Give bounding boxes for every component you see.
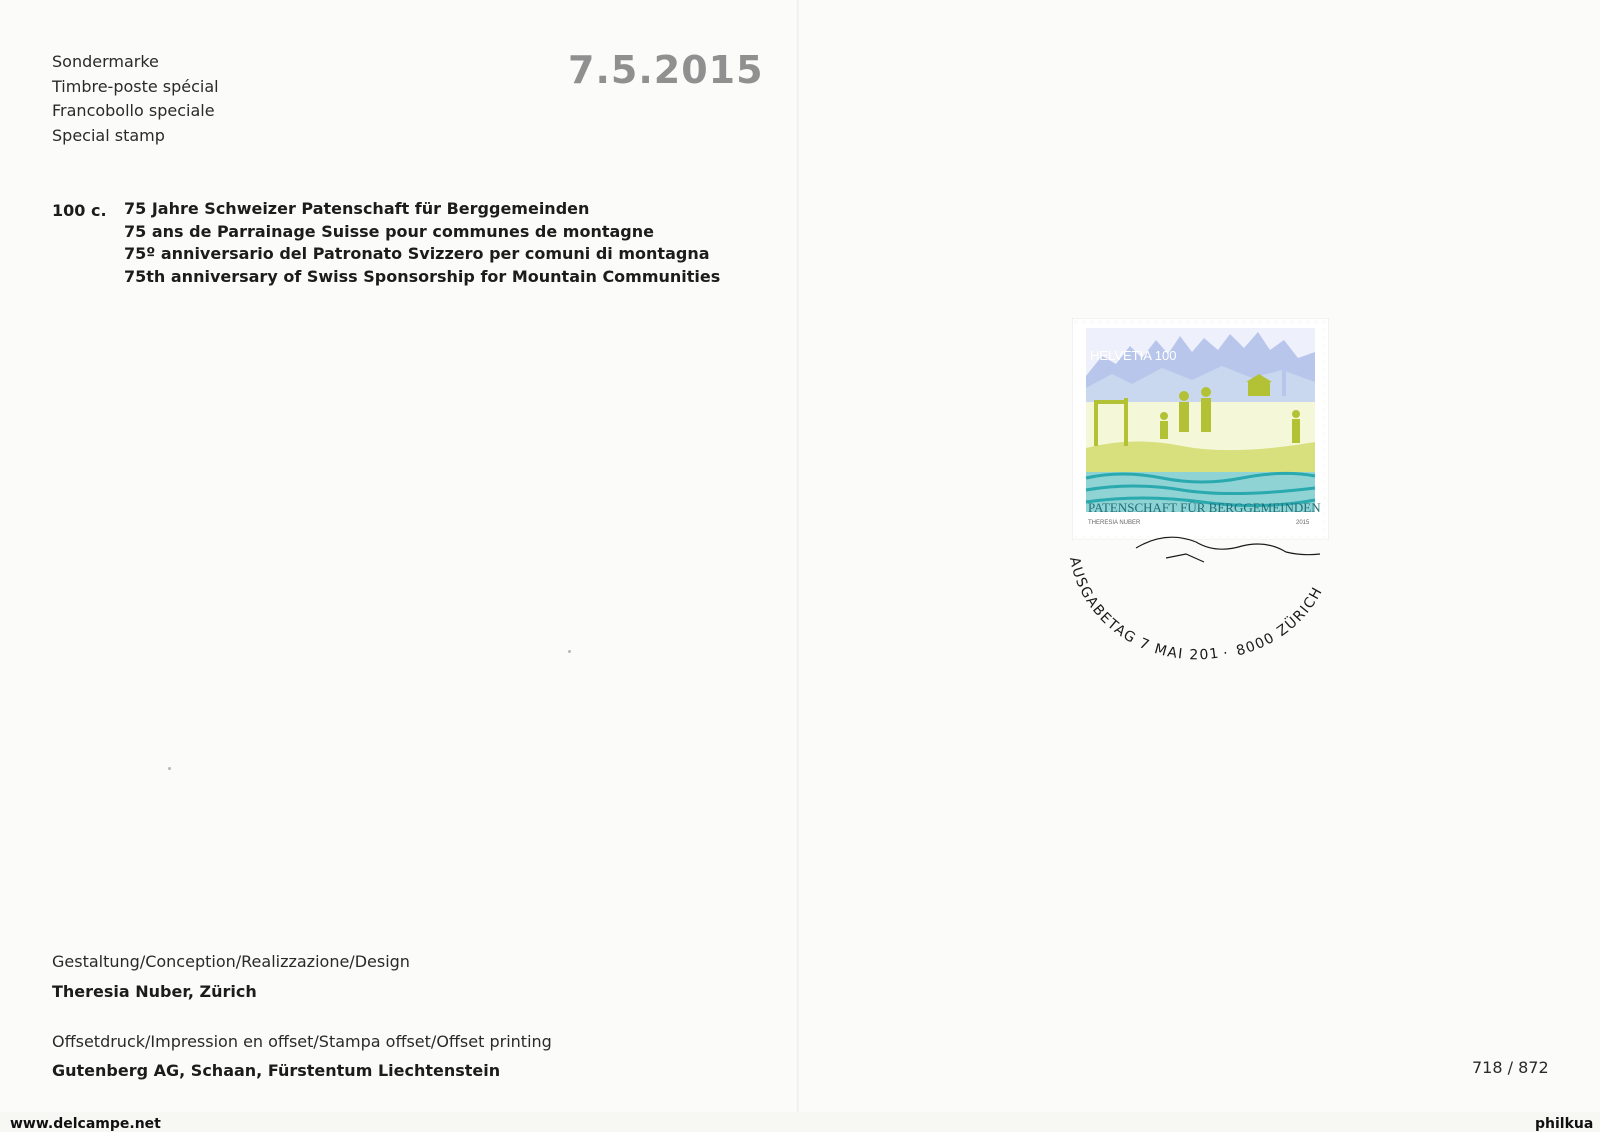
printing-credit-name: Gutenberg AG, Schaan, Fürstentum Liechtenstein	[52, 1061, 501, 1080]
paper-speck	[568, 650, 571, 653]
design-credit-name: Theresia Nuber, Zürich	[52, 982, 257, 1001]
postage-stamp	[1072, 318, 1329, 540]
stamp-artist: THERESIA NUBER	[1088, 520, 1141, 526]
stamp-type-german: Sondermarke	[52, 52, 159, 71]
printing-credit-label: Offsetdruck/Impression en offset/Stampa offset/Offset printing	[52, 1032, 552, 1051]
stamp-year: 2015	[1296, 520, 1310, 526]
svg-text:AUSGABETAG 7 MAI 2015	[1066, 528, 1221, 663]
svg-text:·	[1222, 646, 1229, 662]
seller-watermark: philkua	[1535, 1116, 1594, 1132]
stamp-title-english: 75th anniversary of Swiss Sponsorship for Mountain Communities	[124, 266, 721, 286]
stamp-title-german: 75 Jahre Schweizer Patenschaft für Berggemeinden	[124, 199, 590, 218]
stamp-title-italian: 75º anniversario del Patronato Svizzero per comuni di montagna	[124, 244, 710, 263]
postmark-date-text: AUSGABETAG 7 MAI 201	[1066, 555, 1221, 664]
svg-text:8000 ZÜRICH	[1235, 584, 1327, 659]
paper-speck	[168, 767, 171, 770]
postmark	[1066, 528, 1346, 688]
postage-stamp-illustration	[1072, 318, 1329, 540]
stamp-country-value: HELVETIA 100	[1090, 348, 1177, 363]
stamp-type-block	[52, 50, 219, 148]
stamp-title-block	[124, 198, 720, 288]
postmark-separator: ·	[1222, 645, 1229, 662]
stamp-type-english: Special stamp	[52, 125, 165, 145]
stamp-type-italian: Francobollo speciale	[52, 101, 215, 120]
postmark-place-text: 8000 ZÜRICH	[1234, 584, 1327, 660]
stamp-face-value: 100 c.	[52, 201, 107, 220]
card-fold-line	[797, 0, 799, 1112]
design-credit-label: Gestaltung/Conception/Realizzazione/Design	[52, 952, 410, 971]
scan-bottom-strip	[0, 1112, 1600, 1132]
edition-number: 718 / 872	[1472, 1058, 1549, 1077]
stamp-caption: PATENSCHAFT FÜR BERGGEMEINDEN	[1088, 500, 1321, 515]
stamp-type-french: Timbre-poste spécial	[52, 76, 219, 96]
delcampe-watermark: www.delcampe.net	[10, 1116, 161, 1132]
stamp-title-french: 75 ans de Parrainage Suisse pour communes de montagne	[124, 221, 654, 241]
issue-date: 7.5.2015	[568, 48, 764, 92]
first-day-cancellation	[1066, 528, 1346, 688]
